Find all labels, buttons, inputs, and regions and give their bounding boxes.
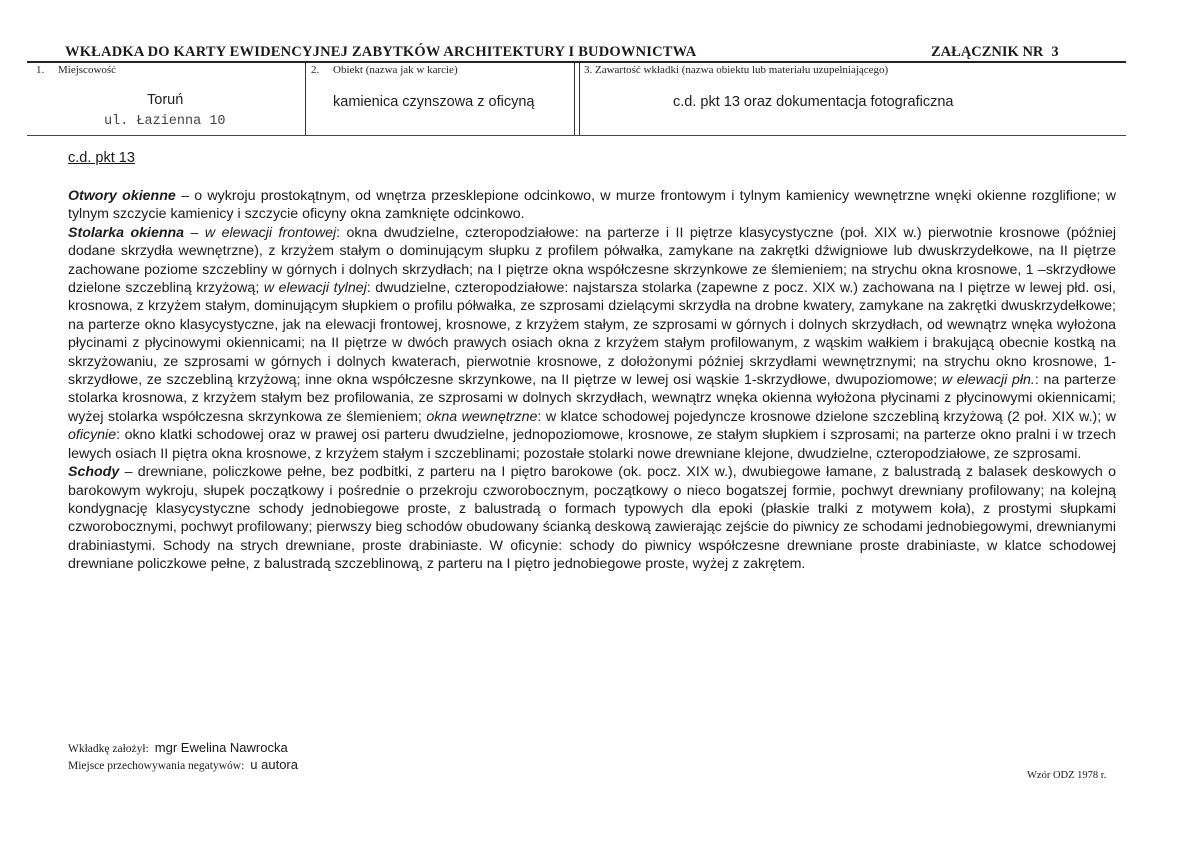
- column-divider-2: [574, 62, 580, 136]
- negatives-value: u autora: [250, 757, 298, 772]
- term-stairs: Schody: [68, 464, 120, 481]
- paragraph-windows-text: – o wykroju prostokątnym, od wnętrza przesklepione odcinkowo, w murze frontowym i tylnym kamienicy wewnętrzne wnęki okienne rozglifione; w tylnym szczycie kamienicy i szczycie oficyny okna zamknięte odcinkowo.: [68, 188, 1116, 223]
- negatives-line: [68, 757, 298, 772]
- annex-number: 3: [1051, 44, 1059, 60]
- joinery-annex-text: : okno klatki schodowej oraz w prawej osi parteru dwudzielne, jednopoziomowe, krosnowe, ze stałym słupkiem i szprosami; na parterze okno pralni i w trzech lewych osiach II piętra okna krosnowe, z krzyżem stałym i szczeblinami; pozostałe stolarki nowe drewniane klejone, dwudzielne, czteropodziałowe, ze szprosami.: [68, 427, 1116, 462]
- field-2-number: 2.: [311, 64, 320, 76]
- field-2-label: [311, 64, 458, 76]
- paragraph-windows: [68, 187, 1116, 224]
- object-value: kamienica czynszowa z oficyną: [333, 94, 535, 110]
- header-rule-bottom: [27, 135, 1126, 136]
- term-windows: Otwory okienne: [68, 188, 176, 204]
- joinery-rear: w elewacji tylnej: [263, 280, 367, 297]
- form-title: WKŁADKA DO KARTY EWIDENCYJNEJ ZABYTKÓW ARCHITEKTURY I BUDOWNICTWA: [65, 44, 697, 60]
- description-body: [68, 187, 1116, 574]
- field-1-number: 1.: [36, 64, 45, 76]
- joinery-north-text: : na parterze stolarka krosnowa, z krzyżem stałym bez profilowania, ze szprosami w dolnych skrzydłach, wewnątrz wnęka okienna wyłożona płycinami z płycinowymi okiennicami; wyżej stolarka współczesna skrzynkowa ze ślemieniem;: [68, 372, 1117, 425]
- joinery-inner: okna wewnętrzne: [426, 408, 538, 425]
- negatives-label: Miejsce przechowywania negatywów:: [68, 760, 245, 772]
- contents-value: c.d. pkt 13 oraz dokumentacja fotograficzna: [673, 94, 954, 110]
- annex-label: [931, 44, 1059, 61]
- author-value: mgr Ewelina Nawrocka: [154, 740, 288, 755]
- column-divider-1: [305, 62, 306, 136]
- paragraph-stairs-text: – drewniane, policzkowe pełne, bez podbitki, z parteru na I piętro barokowe (ok. pocz. XIX w.), dwubiegowe łamane, z balustradą z balasek deskowych o barokowym wykroju, słupek początkowy i pośrednie o przekroju czworobocznym, początkowy o nieco bogatszej formie, pochwyt drewniany profilowany; na kolejną kondygnację klasycystyczne schody jednobiegowe proste, z balustradą o formach typowych dla epoki (płaskie tralki z motywem koła), z prostymi słupkami czworobocznymi, pochwyt profilowany; pierwszy bieg schodów obudowany ścianką deskową zawierając zejście do piwnicy ze schodami jednobiegowymi, drewnianymi drabiniastymi. Schody na strych drewniane, proste drabiniaste. W oficynie: schody do piwnicy współczesne drewniane proste drabiniaste, w klatce schodowej drewniane policzkowe pełne, z balustradą szczeblinową, z parteru na I piętro jednobiegowe proste, wyżej z zakrętem.: [68, 464, 1117, 573]
- location-value: Toruń: [147, 92, 184, 108]
- field-3-label: 3. Zawartość wkładki (nazwa obiektu lub materiału uzupełniającego): [584, 64, 889, 76]
- field-1-label-text: Miejscowość: [58, 64, 117, 76]
- paragraph-stairs: [68, 463, 1116, 573]
- author-line: [68, 740, 288, 755]
- joinery-inner-text: : w klatce schodowej pojedyncze krosnowe dzielone szczebliną krzyżową (2 poł. XIX w.); w: [537, 408, 1117, 425]
- field-1-label: [36, 64, 116, 76]
- section-heading: c.d. pkt 13: [68, 150, 135, 166]
- joinery-annex: oficynie: [68, 427, 117, 444]
- address-value: ul. Łazienna 10: [104, 114, 226, 129]
- joinery-rear-text: : dwudzielne, czteropodziałowe: najstarsza stolarka (zapewne z pocz. XIX w.) zachowana na I piętrze w lewej płd. osi, krosnowa, z krzyżem stałym, dominującym słupkiem o profilu półwałka, ze szprosami dzielącymi skrzydła na drobne kwatery, zamykane na zakrętki dwuskrzydełkowe; na parterze okno klasycystyczne, jak na elewacji frontowej, krosnowe, z krzyżem stałym, ze szprosami w górnych i dolnych skrzydłach, od wewnątrz wnęka wyłożona płycinami z płycinowymi okiennicami; na II piętrze w dwóch prawych osiach okna z krzyżem stałym profilowanym, z wąskim wałkiem i brakującą obecnie kostką na skrzyżowaniu, ze szprosami w górnych i dolnych kwaterach, pierwotnie krosnowe, z dołożonymi później skrzydłami wewnętrznymi; na strychu okno krosnowe, 1-skrzydłowe, ze szczebliną krzyżową; inne okna współczesne skrzynkowe, na II piętrze w lewej osi wąskie 1-skrzydłowe, dwupoziomowe;: [68, 280, 1117, 389]
- paragraph-joinery: [68, 224, 1116, 463]
- term-joinery: Stolarka okienna: [68, 224, 185, 241]
- joinery-front-text: : okna dwudzielne, czteropodziałowe: na parterze i II piętrze klasycystyczne (poł. XIX w.) pierwotnie krosnowe (później dodane skrzydła wewnętrzne), z krzyżem stałym o dominującym słupku z profilem półwałka, zamykane na zakrętki dźwigniowe lub dwuskrzydełkowe, na II piętrze zachowane poziome szczebliny w górnych i dolnych skrzydłach; na I piętrze okna współczesne skrzynkowe ze ślemieniem; na strychu okna krosnowe, 1 –skrzydłowe dzielone szczebliną krzyżową;: [68, 224, 1117, 297]
- joinery-dash: –: [184, 224, 205, 241]
- form-template-id: Wzór ODZ 1978 r.: [1027, 770, 1107, 781]
- joinery-front: w elewacji frontowej: [204, 224, 337, 241]
- author-label: Wkładkę założył:: [68, 743, 149, 755]
- field-2-label-text: Obiekt (nazwa jak w karcie): [333, 64, 458, 76]
- joinery-north: w elewacji płn.: [941, 372, 1035, 389]
- annex-label-text: ZAŁĄCZNIK NR: [931, 44, 1044, 60]
